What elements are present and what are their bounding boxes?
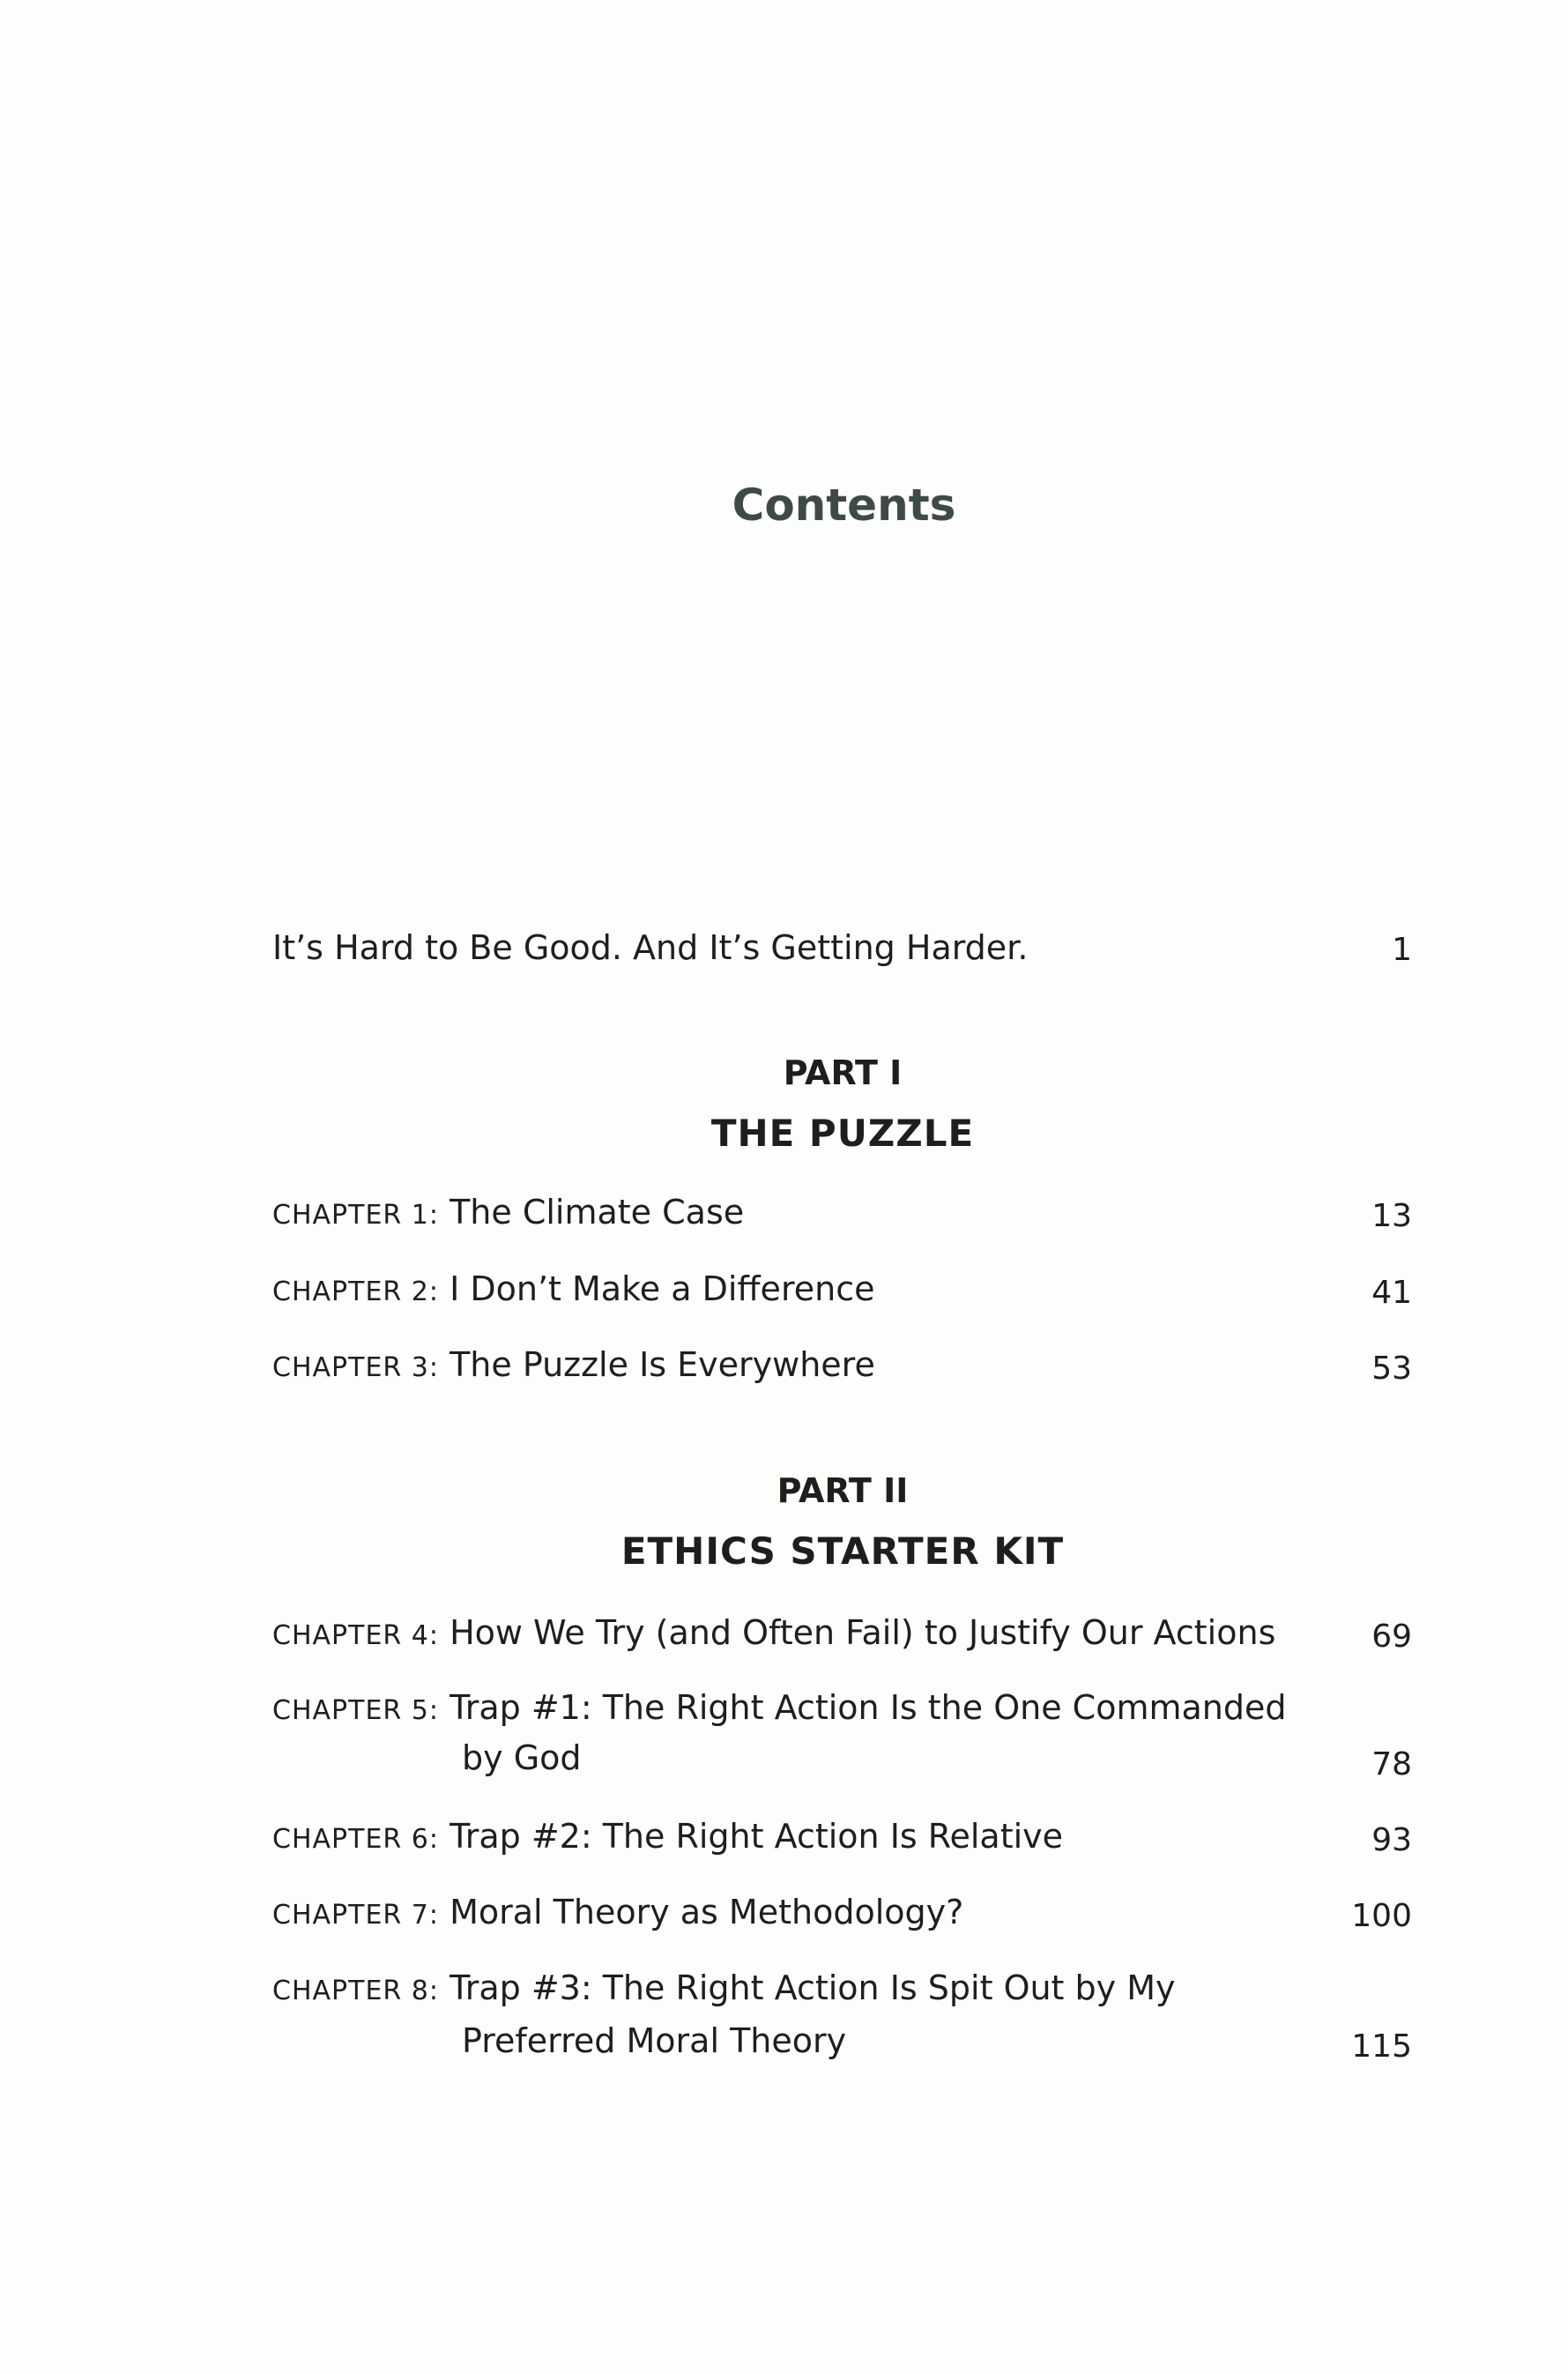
toc-entry-ch5: CHAPTER 5: Trap #1: The Right Action Is the One Commanded bbox=[272, 1688, 1287, 1727]
toc-entry-ch4: CHAPTER 4: How We Try (and Often Fail) to Justify Our Actions bbox=[272, 1613, 1276, 1652]
intro-page: 1 bbox=[1392, 932, 1412, 968]
toc-page-ch8: 115 bbox=[1351, 2028, 1412, 2065]
part-2-label: PART II bbox=[777, 1471, 909, 1510]
toc-page-ch2: 41 bbox=[1371, 1275, 1412, 1311]
toc-entry-ch8: CHAPTER 8: Trap #3: The Right Action Is Spit Out by My bbox=[272, 1968, 1176, 2007]
toc-entry-ch3: CHAPTER 3: The Puzzle Is Everywhere bbox=[272, 1345, 875, 1384]
toc-page-ch6: 93 bbox=[1371, 1822, 1412, 1858]
toc-page-ch5: 78 bbox=[1371, 1746, 1412, 1782]
part-1-title: THE PUZZLE bbox=[710, 1112, 975, 1155]
toc-entry-ch8-cont: Preferred Moral Theory bbox=[462, 2021, 847, 2060]
toc-page-ch7: 100 bbox=[1351, 1898, 1412, 1934]
toc-entry-ch6: CHAPTER 6: Trap #2: The Right Action Is Relative bbox=[272, 1817, 1064, 1856]
intro-title: It’s Hard to Be Good. And It’s Getting Harder. bbox=[272, 928, 1029, 967]
toc-entry-ch2: CHAPTER 2: I Don’t Make a Difference bbox=[272, 1269, 875, 1308]
toc-page-ch1: 13 bbox=[1371, 1198, 1412, 1234]
toc-page-ch4: 69 bbox=[1371, 1619, 1412, 1655]
toc-entry-ch5-cont: by God bbox=[462, 1738, 582, 1777]
page-title: Contents bbox=[732, 480, 956, 531]
part-1-label: PART I bbox=[783, 1053, 903, 1092]
toc-entry-ch1: CHAPTER 1: The Climate Case bbox=[272, 1193, 745, 1232]
part-2-title: ETHICS STARTER KIT bbox=[621, 1529, 1065, 1573]
toc-page-ch3: 53 bbox=[1371, 1351, 1412, 1387]
toc-entry-ch7: CHAPTER 7: Moral Theory as Methodology? bbox=[272, 1893, 964, 1931]
